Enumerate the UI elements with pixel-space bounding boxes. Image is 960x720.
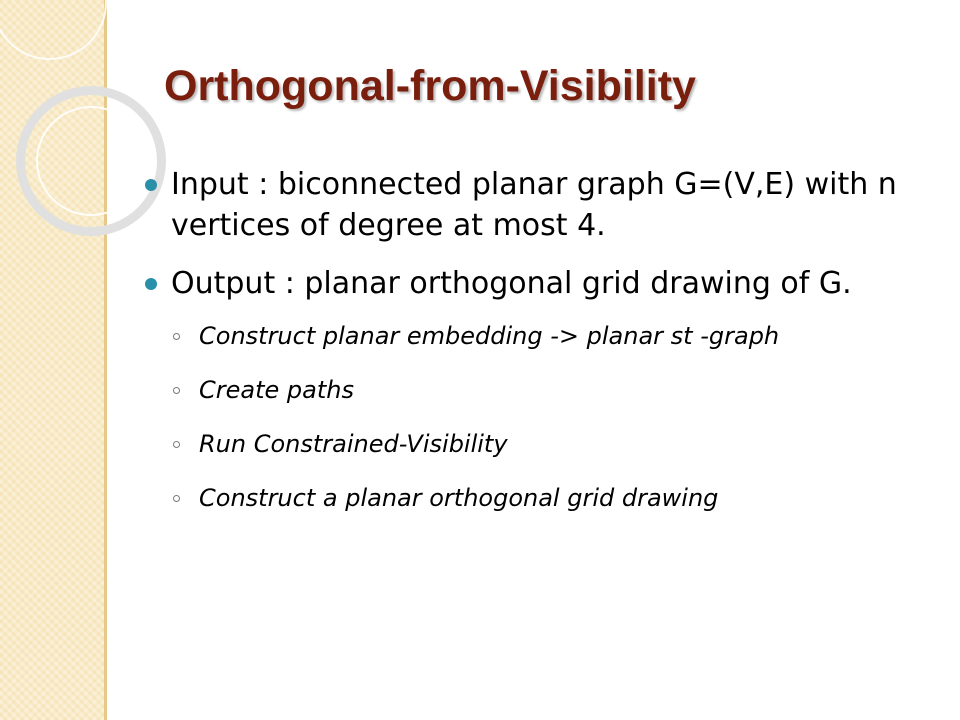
slide-content — [143, 164, 913, 537]
sub-bullet-list — [143, 321, 913, 513]
sub-bullet-item — [143, 375, 913, 405]
bullet-dot-icon — [145, 179, 157, 191]
sub-bullet-text: Create paths — [199, 376, 354, 404]
sub-bullet-circle-icon — [173, 333, 180, 340]
bullet-dot-icon — [145, 278, 157, 290]
sub-bullet-item — [143, 429, 913, 459]
sub-bullet-item — [143, 321, 913, 351]
sub-bullet-circle-icon — [173, 495, 180, 502]
bullet-input — [143, 164, 913, 246]
bullet-output-text: Output : planar orthogonal grid drawing of G. — [171, 266, 852, 301]
bullet-input-text: Input : biconnected planar graph G=(V,E) with n vertices of degree at most 4. — [171, 167, 897, 243]
decorative-inner-ring-icon — [36, 106, 146, 216]
sub-bullet-text: Construct a planar orthogonal grid drawing — [199, 484, 719, 512]
slide-title: Orthogonal-from-Visibility — [164, 62, 696, 110]
sub-bullet-item — [143, 483, 913, 513]
sub-bullet-circle-icon — [173, 441, 180, 448]
bullet-output — [143, 263, 913, 304]
sub-bullet-text: Construct planar embedding -> planar st -graph — [199, 322, 780, 350]
sub-bullet-circle-icon — [173, 387, 180, 394]
sub-bullet-text: Run Constrained-Visibility — [199, 430, 508, 458]
